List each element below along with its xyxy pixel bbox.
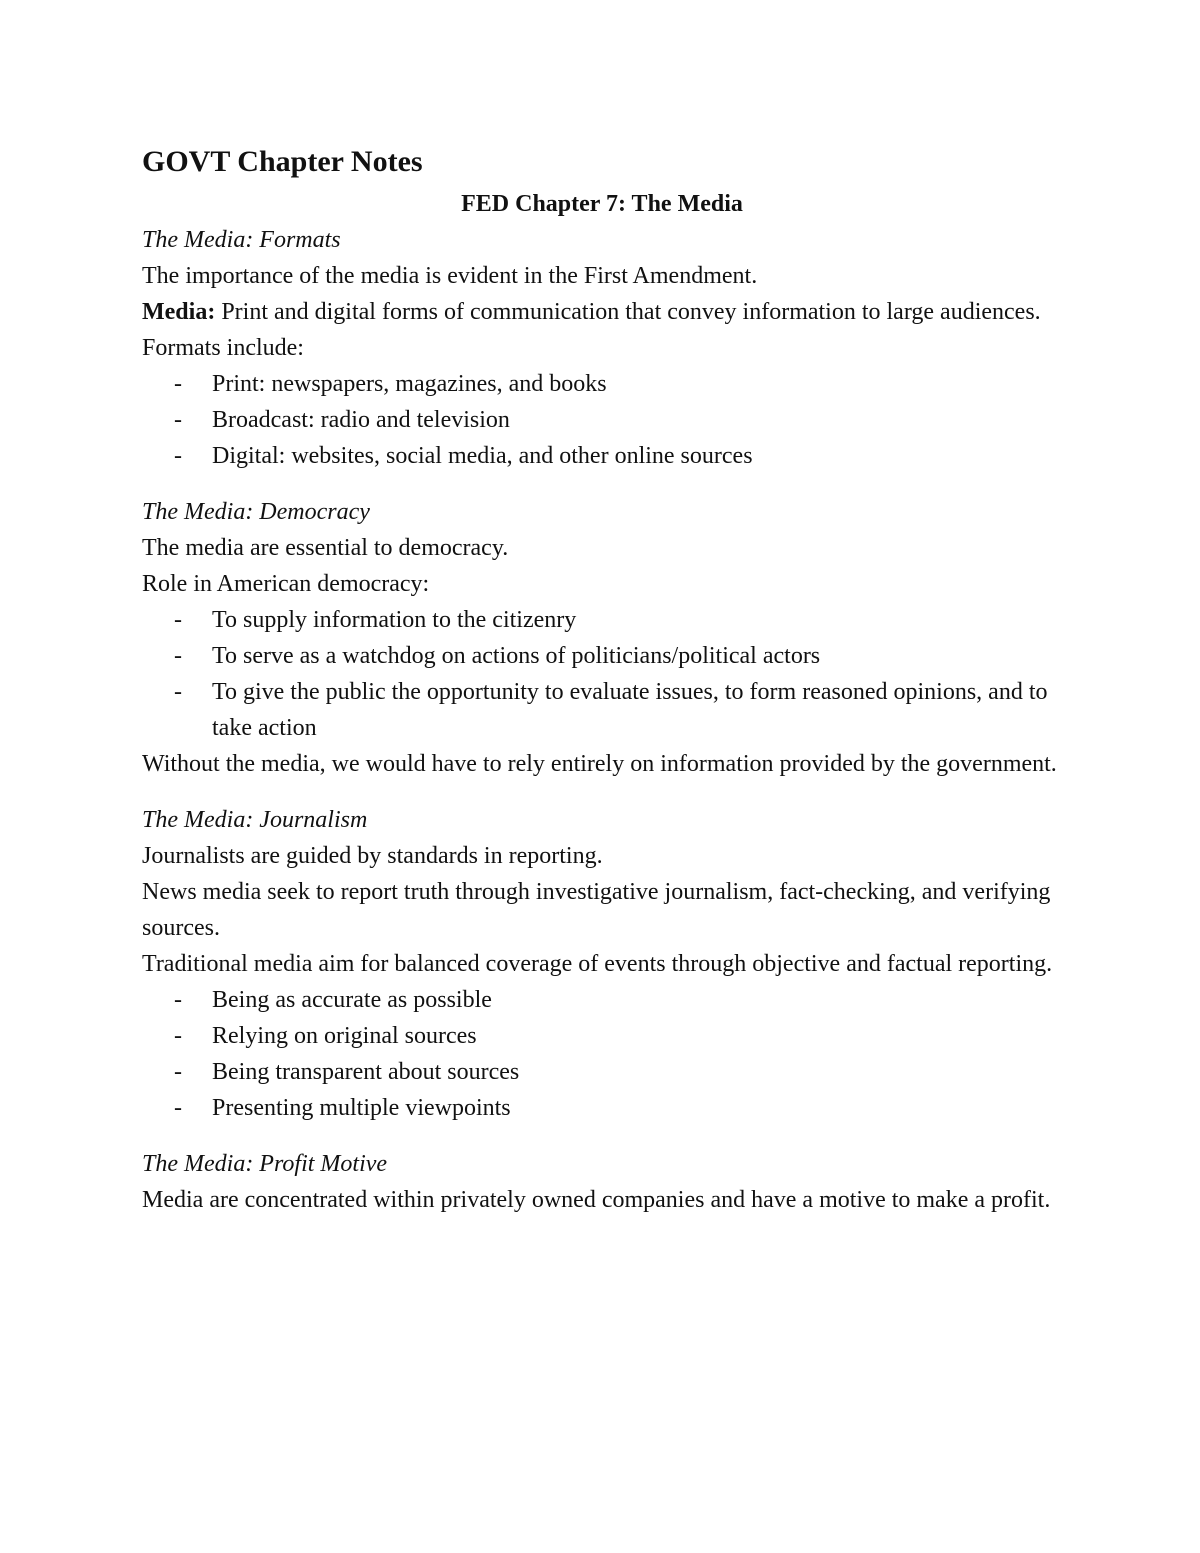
section-formats (142, 222, 1062, 474)
section-journalism (142, 802, 1062, 1126)
paragraph: The importance of the media is evident in the First Amendment. (142, 263, 758, 289)
list-item (142, 1090, 1062, 1126)
paragraph: News media seek to report truth through investigative journalism, fact-checking, and verifying sources. (142, 879, 1051, 941)
list-item (142, 602, 1062, 638)
list-item (142, 366, 1062, 402)
list-item-text: Relying on original sources (212, 1023, 477, 1049)
section-profit-motive (142, 1146, 1062, 1218)
document-body (142, 140, 1062, 1238)
bullet-list (142, 982, 1062, 1126)
list-item (142, 1054, 1062, 1090)
list-item (142, 638, 1062, 674)
dash-marker: - (174, 1095, 182, 1121)
list-item-text: Print: newspapers, magazines, and books (212, 371, 607, 397)
dash-marker: - (174, 607, 182, 633)
paragraph: Traditional media aim for balanced coverage of events through objective and factual reporting. (142, 951, 1053, 977)
list-item (142, 1018, 1062, 1054)
paragraph: Journalists are guided by standards in reporting. (142, 843, 603, 869)
definition-term: Media: (142, 299, 216, 325)
list-item (142, 438, 1062, 474)
dash-marker: - (174, 679, 182, 705)
list-item-text: To give the public the opportunity to evaluate issues, to form reasoned opinions, and to take action (212, 679, 1048, 741)
section-heading: The Media: Journalism (142, 807, 368, 833)
list-item-text: Digital: websites, social media, and other online sources (212, 443, 753, 469)
list-item-text: Being as accurate as possible (212, 987, 492, 1013)
list-item-text: Broadcast: radio and television (212, 407, 510, 433)
list-item-text: To supply information to the citizenry (212, 607, 577, 633)
list-item (142, 982, 1062, 1018)
definition-text: Print and digital forms of communication that convey information to large audiences. (215, 299, 1041, 325)
dash-marker: - (174, 643, 182, 669)
document-title: GOVT Chapter Notes (142, 145, 423, 178)
dash-marker: - (174, 987, 182, 1013)
paragraph: Formats include: (142, 335, 304, 361)
dash-marker: - (174, 443, 182, 469)
dash-marker: - (174, 407, 182, 433)
section-heading: The Media: Formats (142, 227, 341, 253)
bullet-list (142, 366, 1062, 474)
list-item (142, 402, 1062, 438)
list-item-text: Presenting multiple viewpoints (212, 1095, 511, 1121)
list-item-text: Being transparent about sources (212, 1059, 520, 1085)
dash-marker: - (174, 1023, 182, 1049)
section-heading: The Media: Democracy (142, 499, 370, 525)
definition-paragraph (142, 294, 1062, 330)
section-democracy (142, 494, 1062, 782)
paragraph: Media are concentrated within privately owned companies and have a motive to make a profit. (142, 1187, 1051, 1213)
bullet-list (142, 602, 1062, 746)
chapter-title: FED Chapter 7: The Media (461, 191, 743, 217)
paragraph: Role in American democracy: (142, 571, 430, 597)
list-item-text: To serve as a watchdog on actions of politicians/political actors (212, 643, 821, 669)
section-heading: The Media: Profit Motive (142, 1151, 388, 1177)
paragraph: The media are essential to democracy. (142, 535, 509, 561)
dash-marker: - (174, 1059, 182, 1085)
dash-marker: - (174, 371, 182, 397)
paragraph: Without the media, we would have to rely entirely on information provided by the government. (142, 751, 1057, 777)
list-item (142, 674, 1062, 746)
